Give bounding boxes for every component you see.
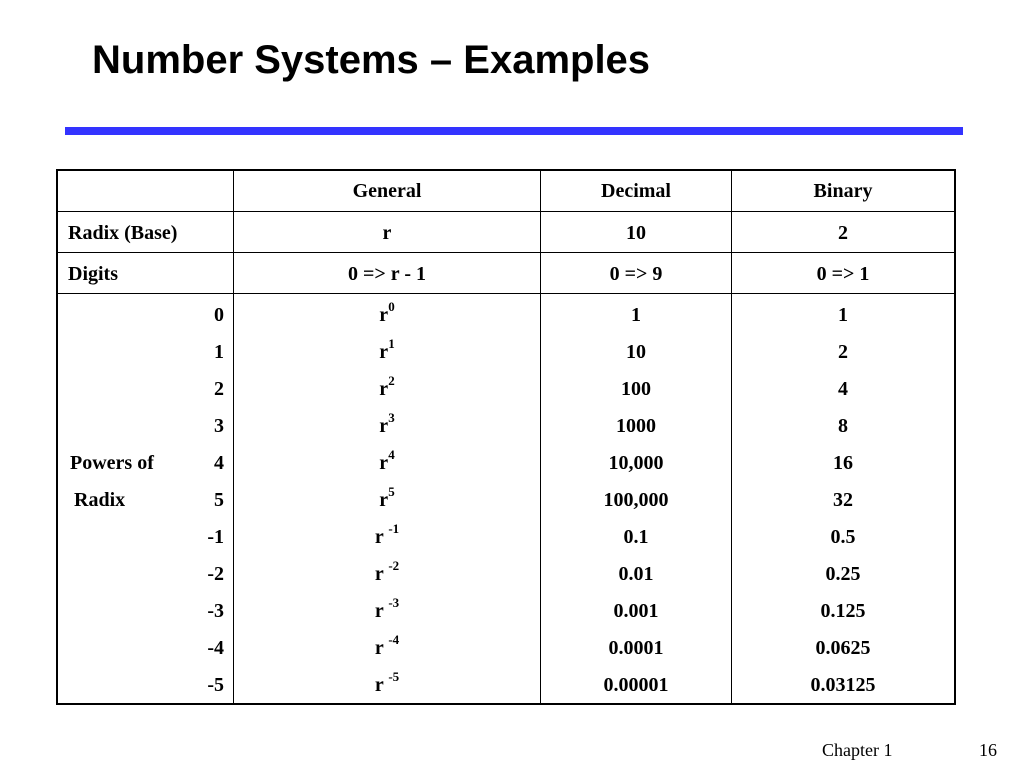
power-base: r (379, 341, 389, 363)
power-exponent: -4 (388, 632, 400, 648)
decimal-row-cell: 0.00001 (603, 674, 669, 696)
exponents-row-cell: -3 (207, 600, 224, 622)
footer-chapter: Chapter 1 (822, 740, 893, 760)
power-exponent: -5 (388, 669, 400, 685)
general-power-cell (234, 593, 540, 630)
exponents-row-cell: -5 (207, 674, 224, 696)
power-base: r (374, 600, 389, 622)
binary-row-cell: 0.125 (820, 600, 866, 622)
decimal-row-cell: 1 (631, 304, 641, 326)
power-exponent: -1 (388, 521, 400, 537)
power-base: r (379, 489, 389, 511)
binary-row-cell: 0.5 (830, 526, 856, 548)
radix-decimal: 10 (626, 222, 646, 244)
digits-binary: 0 => 1 (816, 263, 870, 285)
decimal-row-cell: 10,000 (608, 452, 664, 474)
decimal-row-cell: 0.01 (618, 563, 654, 585)
general-power-cell (234, 482, 540, 519)
exponents-row-cell: 1 (214, 341, 224, 363)
general-power-cell (234, 334, 540, 371)
power-exponent: 5 (388, 484, 395, 500)
powers-general-column (234, 297, 540, 704)
power-exponent: 3 (388, 410, 395, 426)
powers-decimal-column (541, 297, 731, 704)
exponents-row-cell: -2 (207, 563, 224, 585)
row-divider (58, 252, 954, 253)
power-base: r (374, 526, 389, 548)
general-power-cell (234, 408, 540, 445)
decimal-row-cell: 0.001 (613, 600, 659, 622)
binary-row-cell: 2 (838, 341, 848, 363)
binary-row-cell: 0.25 (825, 563, 861, 585)
power-base: r (379, 304, 389, 326)
power-exponent: 2 (388, 373, 395, 389)
power-base: r (379, 415, 389, 437)
power-base: r (379, 452, 389, 474)
decimal-row-cell: 100 (621, 378, 651, 400)
exponents-row-cell: 4 (214, 452, 224, 474)
exponents-row-cell: 5 (214, 489, 224, 511)
decimal-row-cell: 0.0001 (608, 637, 664, 659)
power-exponent: -3 (388, 595, 400, 611)
general-power-cell (234, 445, 540, 482)
exponents-row-cell: 2 (214, 378, 224, 400)
footer-page-number: 16 (979, 740, 997, 760)
decimal-row-cell: 100,000 (603, 489, 669, 511)
binary-row-cell: 1 (838, 304, 848, 326)
radix-binary: 2 (838, 222, 848, 244)
binary-row-cell: 16 (833, 452, 853, 474)
digits-decimal: 0 => 9 (609, 263, 663, 285)
power-base: r (374, 637, 389, 659)
binary-row-cell: 0.0625 (815, 637, 871, 659)
power-exponent: 1 (388, 336, 395, 352)
header-general: General (352, 180, 422, 202)
general-power-cell (234, 667, 540, 704)
general-power-cell (234, 519, 540, 556)
power-base: r (374, 563, 389, 585)
decimal-row-cell: 10 (626, 341, 646, 363)
slide-title: Number Systems – Examples (92, 38, 651, 82)
header-binary: Binary (813, 180, 873, 202)
exponents-row-cell: 3 (214, 415, 224, 437)
power-base: r (379, 378, 389, 400)
number-systems-table (56, 169, 956, 705)
digits-label: Digits (68, 263, 118, 285)
power-base: r (374, 674, 389, 696)
exponents-row-cell: -1 (207, 526, 224, 548)
powers-binary-column (732, 297, 954, 704)
binary-row-cell: 4 (838, 378, 848, 400)
digits-general: 0 => r - 1 (348, 263, 426, 285)
binary-row-cell: 8 (838, 415, 848, 437)
row-divider (58, 293, 954, 294)
general-power-cell (234, 297, 540, 334)
binary-row-cell: 0.03125 (810, 674, 876, 696)
exponents-row-cell: -4 (207, 637, 224, 659)
powers-label-line1: Powers of (70, 452, 154, 474)
general-power-cell (234, 556, 540, 593)
exponents-row-cell: 0 (214, 304, 224, 326)
powers-exponent-column (158, 297, 224, 704)
power-exponent: 0 (388, 299, 395, 315)
decimal-row-cell: 1000 (616, 415, 656, 437)
general-power-cell (234, 371, 540, 408)
binary-row-cell: 32 (833, 489, 853, 511)
power-exponent: 4 (388, 447, 395, 463)
radix-label: Radix (Base) (68, 222, 178, 244)
powers-label-line2: Radix (74, 489, 126, 511)
decimal-row-cell: 0.1 (623, 526, 649, 548)
title-divider (65, 127, 963, 135)
radix-general: r (382, 222, 392, 244)
header-decimal: Decimal (601, 180, 671, 202)
row-divider (58, 211, 954, 212)
power-exponent: -2 (388, 558, 400, 574)
general-power-cell (234, 630, 540, 667)
